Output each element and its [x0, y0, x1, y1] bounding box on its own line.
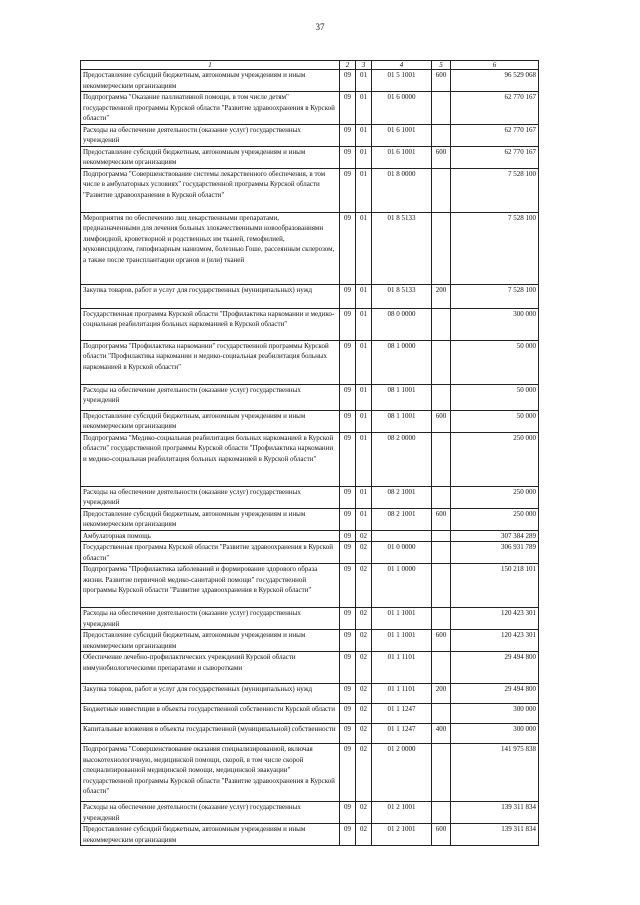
row-name-cell: Предоставление субсидий бюджетным, автономным учреждениям и иным некоммерческим организациям [81, 70, 340, 92]
row-expense-type-cell [432, 168, 451, 212]
row-target-article-cell [372, 530, 432, 542]
row-expense-type-cell [432, 432, 451, 486]
row-section-cell: 09 [340, 608, 356, 630]
row-section-cell: 09 [340, 70, 356, 92]
row-target-article-cell: 08 1 0000 [372, 340, 432, 384]
row-section-cell: 09 [340, 168, 356, 212]
row-name-cell: Государственная программа Курской области "Профилактика наркомании и медико-социальная реабилитация больных наркоманией в Курской области" [81, 308, 340, 340]
table-row [81, 410, 539, 432]
table-row [81, 124, 539, 146]
row-amount-cell: 62 770 167 [451, 92, 539, 125]
row-expense-type-cell: 200 [432, 684, 451, 704]
row-subsection-cell: 02 [356, 542, 372, 564]
row-subsection-cell: 01 [356, 168, 372, 212]
row-subsection-cell: 02 [356, 704, 372, 724]
row-amount-cell: 50 000 [451, 384, 539, 410]
row-name-cell: Капитальные вложения в объекты государственной (муниципальной) собственности [81, 724, 340, 744]
row-subsection-cell: 02 [356, 564, 372, 608]
header-col-6: 6 [451, 61, 539, 70]
row-target-article-cell: 01 6 0000 [372, 92, 432, 125]
row-name-cell: Предоставление субсидий бюджетным, автономным учреждениям и иным некоммерческим организациям [81, 508, 340, 530]
row-subsection-cell: 01 [356, 340, 372, 384]
table-row [81, 684, 539, 704]
row-subsection-cell: 01 [356, 92, 372, 125]
row-target-article-cell: 01 2 1001 [372, 802, 432, 824]
row-amount-cell: 120 423 301 [451, 608, 539, 630]
row-section-cell: 09 [340, 384, 356, 410]
table-body [81, 70, 539, 846]
row-name-cell: Подпрограмма "Оказание паллиативной помощи, в том числе детям" государственной программы Курской области "Развитие здравоохранения в Курской области" [81, 92, 340, 125]
row-expense-type-cell [432, 744, 451, 802]
row-subsection-cell: 02 [356, 744, 372, 802]
row-target-article-cell: 01 1 1001 [372, 630, 432, 652]
row-subsection-cell: 02 [356, 684, 372, 704]
row-expense-type-cell [432, 542, 451, 564]
table-row [81, 308, 539, 340]
row-section-cell: 09 [340, 92, 356, 125]
row-target-article-cell: 01 5 1001 [372, 70, 432, 92]
row-target-article-cell: 01 1 0000 [372, 564, 432, 608]
row-expense-type-cell [432, 802, 451, 824]
row-target-article-cell: 01 0 0000 [372, 542, 432, 564]
row-section-cell: 09 [340, 410, 356, 432]
row-expense-type-cell [432, 704, 451, 724]
row-expense-type-cell: 600 [432, 630, 451, 652]
row-target-article-cell: 08 1 1001 [372, 384, 432, 410]
row-expense-type-cell [432, 308, 451, 340]
row-section-cell: 09 [340, 486, 356, 508]
row-section-cell: 09 [340, 684, 356, 704]
row-subsection-cell: 01 [356, 508, 372, 530]
row-expense-type-cell [432, 92, 451, 125]
page-number: 37 [315, 22, 325, 32]
row-expense-type-cell [432, 124, 451, 146]
row-section-cell: 09 [340, 652, 356, 684]
table-row [81, 212, 539, 284]
row-name-cell: Мероприятия по обеспечению лиц лекарственными препаратами, предназначенными для лечения больных злокачественными новообразованиями лимфоидной, кроветворной и родственных им тканей, гемофилией, муковисцидозом, гипофизарным нанизмом, болезнью Гоше, рассеянным склерозом, а также после трансплантации органов и (или) тканей [81, 212, 340, 284]
row-name-cell: Подпрограмма "Совершенствование оказания специализированной, включая высокотехнологичную, медицинской помощи, скорой, в том числе скорой специализированной медицинской помощи, медицинской эвакуации" государственной программы Курской области "Развитие здравоохранения в Курской области" [81, 744, 340, 802]
row-section-cell: 09 [340, 508, 356, 530]
table-row [81, 564, 539, 608]
row-target-article-cell: 01 6 1001 [372, 146, 432, 168]
row-name-cell: Предоставление субсидий бюджетным, автономным учреждениям и иным некоммерческим организациям [81, 146, 340, 168]
row-target-article-cell: 08 1 1001 [372, 410, 432, 432]
row-target-article-cell: 01 8 0000 [372, 168, 432, 212]
row-section-cell: 09 [340, 284, 356, 308]
row-amount-cell: 139 311 834 [451, 824, 539, 846]
row-name-cell: Предоставление субсидий бюджетным, автономным учреждениям и иным некоммерческим организациям [81, 410, 340, 432]
row-section-cell: 09 [340, 824, 356, 846]
row-amount-cell: 96 529 068 [451, 70, 539, 92]
row-expense-type-cell: 600 [432, 70, 451, 92]
row-section-cell: 09 [340, 308, 356, 340]
row-expense-type-cell [432, 652, 451, 684]
table-row [81, 284, 539, 308]
row-target-article-cell: 08 0 0000 [372, 308, 432, 340]
row-section-cell: 09 [340, 542, 356, 564]
row-section-cell: 09 [340, 146, 356, 168]
row-name-cell: Расходы на обеспечение деятельности (оказание услуг) государственных учреждений [81, 608, 340, 630]
row-subsection-cell: 01 [356, 486, 372, 508]
table-row [81, 486, 539, 508]
row-amount-cell: 307 384 289 [451, 530, 539, 542]
row-name-cell: Расходы на обеспечение деятельности (оказание услуг) государственных учреждений [81, 384, 340, 410]
row-expense-type-cell [432, 608, 451, 630]
table-row [81, 168, 539, 212]
row-name-cell: Подпрограмма "Медико-социальная реабилитация больных наркоманией в Курской области" государственной программы Курской области "Профилактика наркомании и медико-социальная реабилитация больных наркоманией в Курской области" [81, 432, 340, 486]
row-subsection-cell: 01 [356, 432, 372, 486]
table-row [81, 802, 539, 824]
row-expense-type-cell: 600 [432, 410, 451, 432]
row-name-cell: Подпрограмма "Совершенствование системы лекарственного обеспечения, в том числе в амбулаторных условиях" государственной программы Курской области "Развитие здравоохранения в Курской области" [81, 168, 340, 212]
row-section-cell: 09 [340, 530, 356, 542]
row-expense-type-cell [432, 212, 451, 284]
row-expense-type-cell: 400 [432, 724, 451, 744]
header-col-3: 3 [356, 61, 372, 70]
row-expense-type-cell: 600 [432, 146, 451, 168]
table-row [81, 432, 539, 486]
row-subsection-cell: 01 [356, 124, 372, 146]
row-subsection-cell: 01 [356, 284, 372, 308]
row-expense-type-cell [432, 486, 451, 508]
row-name-cell: Закупка товаров, работ и услуг для государственных (муниципальных) нужд [81, 684, 340, 704]
row-expense-type-cell [432, 384, 451, 410]
row-name-cell: Государственная программа Курской области "Развитие здравоохранения в Курской области" [81, 542, 340, 564]
row-amount-cell: 29 494 800 [451, 684, 539, 704]
row-target-article-cell: 01 8 5133 [372, 284, 432, 308]
row-section-cell: 09 [340, 212, 356, 284]
row-amount-cell: 7 528 100 [451, 168, 539, 212]
row-amount-cell: 150 218 101 [451, 564, 539, 608]
row-amount-cell: 141 975 838 [451, 744, 539, 802]
row-subsection-cell: 01 [356, 384, 372, 410]
row-target-article-cell: 08 2 0000 [372, 432, 432, 486]
row-amount-cell: 250 000 [451, 508, 539, 530]
row-section-cell: 09 [340, 802, 356, 824]
table-row [81, 652, 539, 684]
table-row [81, 724, 539, 744]
row-section-cell: 09 [340, 744, 356, 802]
table-header-row [81, 61, 539, 70]
row-subsection-cell: 02 [356, 802, 372, 824]
row-expense-type-cell [432, 530, 451, 542]
row-amount-cell: 7 528 100 [451, 284, 539, 308]
row-subsection-cell: 01 [356, 212, 372, 284]
row-amount-cell: 62 770 167 [451, 146, 539, 168]
row-name-cell: Обеспечение лечебно-профилактических учреждений Курской области иммунобиологическими препаратами и сыворотками [81, 652, 340, 684]
row-target-article-cell: 01 1 1001 [372, 608, 432, 630]
row-name-cell: Закупка товаров, работ и услуг для государственных (муниципальных) нужд [81, 284, 340, 308]
table-row [81, 384, 539, 410]
row-amount-cell: 250 000 [451, 432, 539, 486]
table-row [81, 340, 539, 384]
row-amount-cell: 300 000 [451, 724, 539, 744]
row-name-cell: Амбулаторная помощь [81, 530, 340, 542]
row-section-cell: 09 [340, 564, 356, 608]
table-row [81, 630, 539, 652]
row-subsection-cell: 02 [356, 630, 372, 652]
row-target-article-cell: 01 2 0000 [372, 744, 432, 802]
row-amount-cell: 300 000 [451, 704, 539, 724]
row-subsection-cell: 02 [356, 608, 372, 630]
header-col-1: 1 [81, 61, 340, 70]
row-amount-cell: 50 000 [451, 340, 539, 384]
row-amount-cell: 7 528 100 [451, 212, 539, 284]
row-target-article-cell: 01 1 1247 [372, 704, 432, 724]
row-section-cell: 09 [340, 630, 356, 652]
row-amount-cell: 139 311 834 [451, 802, 539, 824]
row-target-article-cell: 01 1 1247 [372, 724, 432, 744]
table-row [81, 744, 539, 802]
row-target-article-cell: 01 8 5133 [372, 212, 432, 284]
row-expense-type-cell: 600 [432, 508, 451, 530]
table-row [81, 70, 539, 92]
table-row [81, 530, 539, 542]
header-col-4: 4 [372, 61, 432, 70]
row-name-cell: Предоставление субсидий бюджетным, автономным учреждениям и иным некоммерческим организациям [81, 824, 340, 846]
row-target-article-cell: 01 2 1001 [372, 824, 432, 846]
row-amount-cell: 50 000 [451, 410, 539, 432]
row-name-cell: Подпрограмма "Профилактика заболеваний и формирование здорового образа жизни. Развитие первичной медико-санитарной помощи" государственной программы Курской области "Развитие здравоохранения в Курской области" [81, 564, 340, 608]
header-col-2: 2 [340, 61, 356, 70]
table-row [81, 824, 539, 846]
row-target-article-cell: 08 2 1001 [372, 508, 432, 530]
row-subsection-cell: 02 [356, 530, 372, 542]
row-section-cell: 09 [340, 724, 356, 744]
row-amount-cell: 62 770 167 [451, 124, 539, 146]
row-expense-type-cell: 600 [432, 824, 451, 846]
row-subsection-cell: 01 [356, 70, 372, 92]
row-subsection-cell: 01 [356, 146, 372, 168]
row-subsection-cell: 01 [356, 308, 372, 340]
row-target-article-cell: 01 1 1101 [372, 652, 432, 684]
table-row [81, 704, 539, 724]
table-row [81, 508, 539, 530]
budget-table [80, 60, 539, 846]
row-name-cell: Предоставление субсидий бюджетным, автономным учреждениям и иным некоммерческим организациям [81, 630, 340, 652]
header-col-5: 5 [432, 61, 451, 70]
row-subsection-cell: 02 [356, 724, 372, 744]
row-amount-cell: 29 494 800 [451, 652, 539, 684]
row-target-article-cell: 08 2 1001 [372, 486, 432, 508]
row-expense-type-cell [432, 340, 451, 384]
row-subsection-cell: 02 [356, 652, 372, 684]
row-subsection-cell: 01 [356, 410, 372, 432]
row-target-article-cell: 01 1 1101 [372, 684, 432, 704]
row-amount-cell: 306 931 789 [451, 542, 539, 564]
table-row [81, 542, 539, 564]
row-expense-type-cell [432, 564, 451, 608]
table-row [81, 608, 539, 630]
row-section-cell: 09 [340, 340, 356, 384]
row-subsection-cell: 02 [356, 824, 372, 846]
row-name-cell: Подпрограмма "Профилактика наркомании" государственной программы Курской области "Профилактика наркомании и медико-социальная реабилитация больных наркоманией в Курской области" [81, 340, 340, 384]
row-amount-cell: 300 000 [451, 308, 539, 340]
row-name-cell: Расходы на обеспечение деятельности (оказание услуг) государственных учреждений [81, 802, 340, 824]
row-amount-cell: 250 000 [451, 486, 539, 508]
row-name-cell: Бюджетные инвестиции в объекты государственной собственности Курской области [81, 704, 340, 724]
row-section-cell: 09 [340, 704, 356, 724]
row-expense-type-cell: 200 [432, 284, 451, 308]
row-section-cell: 09 [340, 432, 356, 486]
table-row [81, 92, 539, 125]
row-name-cell: Расходы на обеспечение деятельности (оказание услуг) государственных учреждений [81, 486, 340, 508]
row-section-cell: 09 [340, 124, 356, 146]
row-name-cell: Расходы на обеспечение деятельности (оказание услуг) государственных учреждений [81, 124, 340, 146]
table-row [81, 146, 539, 168]
row-target-article-cell: 01 6 1001 [372, 124, 432, 146]
row-amount-cell: 120 423 301 [451, 630, 539, 652]
